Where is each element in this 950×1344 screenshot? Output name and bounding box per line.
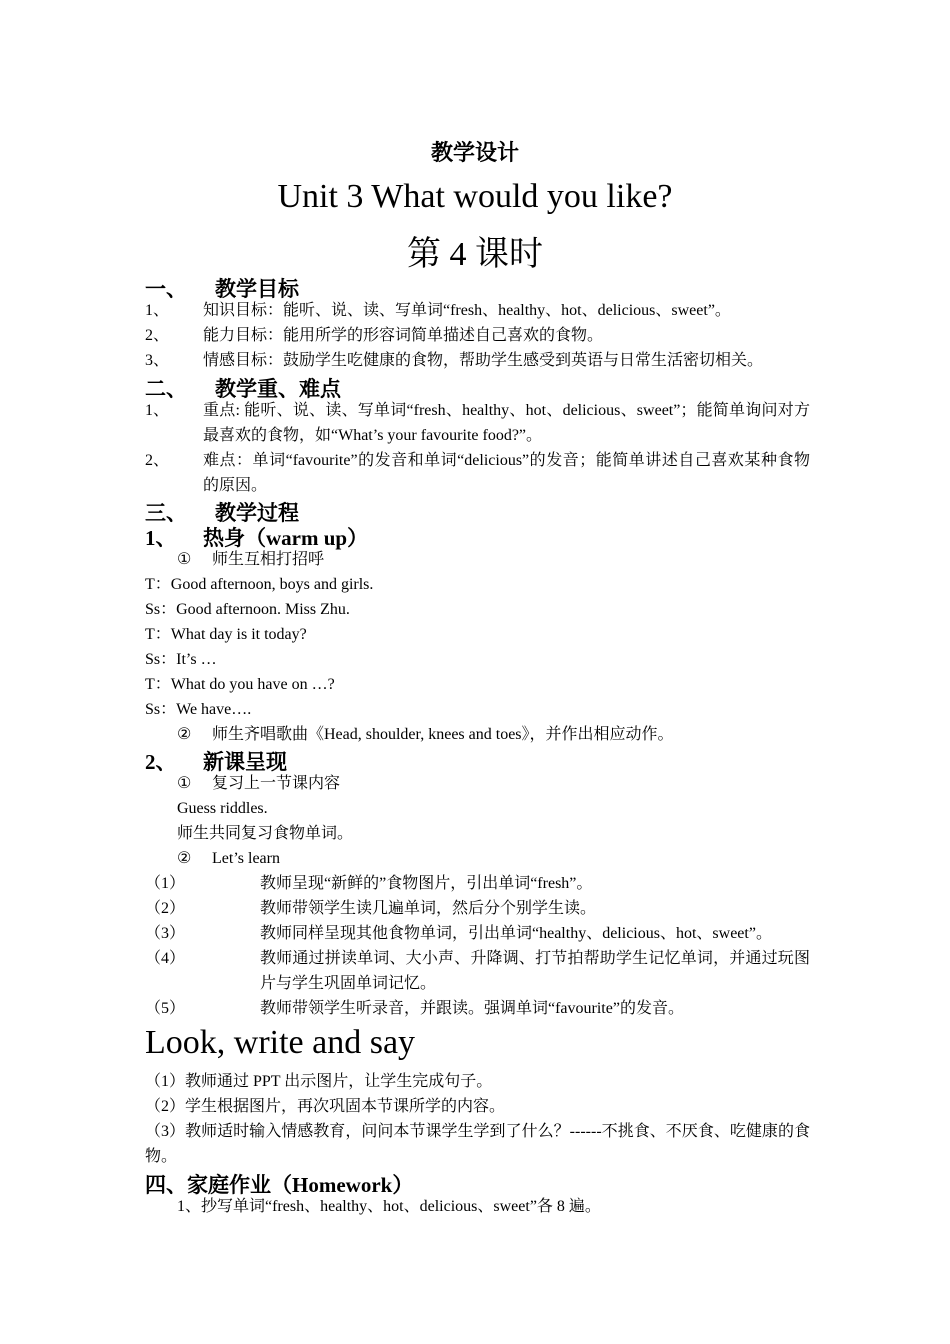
item-number: 2、 bbox=[145, 452, 170, 469]
section-number: 二、 bbox=[145, 377, 187, 401]
step-text: 教师呈现“新鲜的”食物图片，引出单词“fresh”。 bbox=[260, 875, 593, 892]
objective-item bbox=[145, 298, 810, 323]
step-item bbox=[145, 896, 810, 921]
circled-number: ① bbox=[177, 775, 192, 792]
step-number: （3） bbox=[145, 925, 186, 942]
subsection-number: 1、 bbox=[145, 526, 177, 550]
step-item bbox=[145, 921, 810, 946]
section-title: 教学目标 bbox=[215, 277, 299, 301]
review-line: 师生共同复习食物单词。 bbox=[177, 825, 354, 842]
circled-item bbox=[177, 722, 674, 747]
section-heading-homework: 四、家庭作业（Homework） bbox=[145, 1173, 414, 1197]
key-point-item bbox=[145, 448, 810, 498]
step-text: 教师带领学生读几遍单词，然后分个别学生读。 bbox=[260, 900, 597, 917]
item-number: 3、 bbox=[145, 352, 170, 369]
step-number: （5） bbox=[145, 1000, 186, 1017]
item-text: 情感目标：鼓励学生吃健康的食物，帮助学生感受到英语与日常生活密切相关。 bbox=[203, 352, 764, 369]
item-text: Let’s learn bbox=[212, 850, 280, 867]
circled-number: ① bbox=[177, 551, 192, 568]
lesson-title: 第 4 课时 bbox=[407, 236, 543, 273]
homework-item: 1、抄写单词“fresh、healthy、hot、delicious、sweet”各 8 遍。 bbox=[177, 1198, 601, 1215]
guess-riddles-line: Guess riddles. bbox=[177, 800, 268, 817]
step-number: （4） bbox=[145, 950, 186, 967]
item-text: 复习上一节课内容 bbox=[212, 775, 341, 792]
dialog-line: T：What day is it today? bbox=[145, 626, 307, 643]
unit-title: Unit 3 What would you like? bbox=[277, 178, 673, 215]
section-number: 一、 bbox=[145, 277, 187, 301]
dialog-line: T：What do you have on …? bbox=[145, 676, 335, 693]
subsection-title: 热身（warm up） bbox=[203, 526, 369, 550]
document-title: 教学设计 bbox=[430, 140, 519, 165]
look-write-say-heading: Look, write and say bbox=[145, 1024, 416, 1061]
circled-item bbox=[177, 771, 340, 796]
dialog-line: T：Good afternoon, boys and girls. bbox=[145, 576, 374, 593]
circled-number: ② bbox=[177, 726, 192, 743]
subsection-title: 新课呈现 bbox=[203, 750, 287, 774]
step-number: （1） bbox=[145, 875, 186, 892]
item-number: 1、 bbox=[145, 402, 170, 419]
step-text: 教师通过拼读单词、大小声、升降调、打节拍帮助学生记忆单词，并通过玩图片与学生巩固单词记忆。 bbox=[260, 950, 810, 992]
step-text: 教师带领学生听录音，并跟读。强调单词“favourite”的发音。 bbox=[260, 1000, 684, 1017]
section-number: 三、 bbox=[145, 501, 187, 525]
step-item bbox=[145, 996, 810, 1021]
item-text: 能力目标：能用所学的形容词简单描述自己喜欢的食物。 bbox=[203, 327, 604, 344]
objective-item bbox=[145, 348, 810, 373]
dialog-line: Ss：It’s … bbox=[145, 651, 217, 668]
circled-number: ② bbox=[177, 850, 192, 867]
subsection-number: 2、 bbox=[145, 750, 177, 774]
circled-item bbox=[177, 846, 280, 871]
step-number: （2） bbox=[145, 900, 186, 917]
item-number: 2、 bbox=[145, 327, 170, 344]
step-text: 教师同样呈现其他食物单词，引出单词“healthy、delicious、hot、sweet”。 bbox=[260, 925, 772, 942]
step-item bbox=[145, 946, 810, 996]
dialog-line: Ss：Good afternoon. Miss Zhu. bbox=[145, 601, 350, 618]
section-title: 教学重、难点 bbox=[215, 377, 341, 401]
section-title: 教学过程 bbox=[215, 501, 299, 525]
circled-item bbox=[177, 547, 324, 572]
step-item bbox=[145, 871, 810, 896]
item-text: 师生互相打招呼 bbox=[212, 551, 325, 568]
activity-line: （2）学生根据图片，再次巩固本节课所学的内容。 bbox=[145, 1098, 506, 1115]
item-text: 师生齐唱歌曲《Head, shoulder, knees and toes》，并作出相应动作。 bbox=[212, 726, 674, 743]
item-number: 1、 bbox=[145, 302, 170, 319]
activity-line: （1）教师通过 PPT 出示图片，让学生完成句子。 bbox=[145, 1073, 493, 1090]
objective-item bbox=[145, 323, 810, 348]
dialog-line: Ss：We have…. bbox=[145, 701, 252, 718]
item-text: 重点: 能听、说、读、写单词“fresh、healthy、hot、delicious、sweet”；能简单询问对方最喜欢的食物，如“What’s your favourite food?”。 bbox=[203, 402, 810, 444]
item-text: 难点：单词“favourite”的发音和单词“delicious”的发音；能简单讲述自己喜欢某种食物的原因。 bbox=[203, 452, 810, 494]
key-point-item bbox=[145, 398, 810, 448]
item-text: 知识目标：能听、说、读、写单词“fresh、healthy、hot、delicious、sweet”。 bbox=[203, 302, 731, 319]
activity-line: （3）教师适时输入情感教育，问问本节课学生学到了什么？------不挑食、不厌食、吃健康的食物。 bbox=[145, 1123, 810, 1165]
